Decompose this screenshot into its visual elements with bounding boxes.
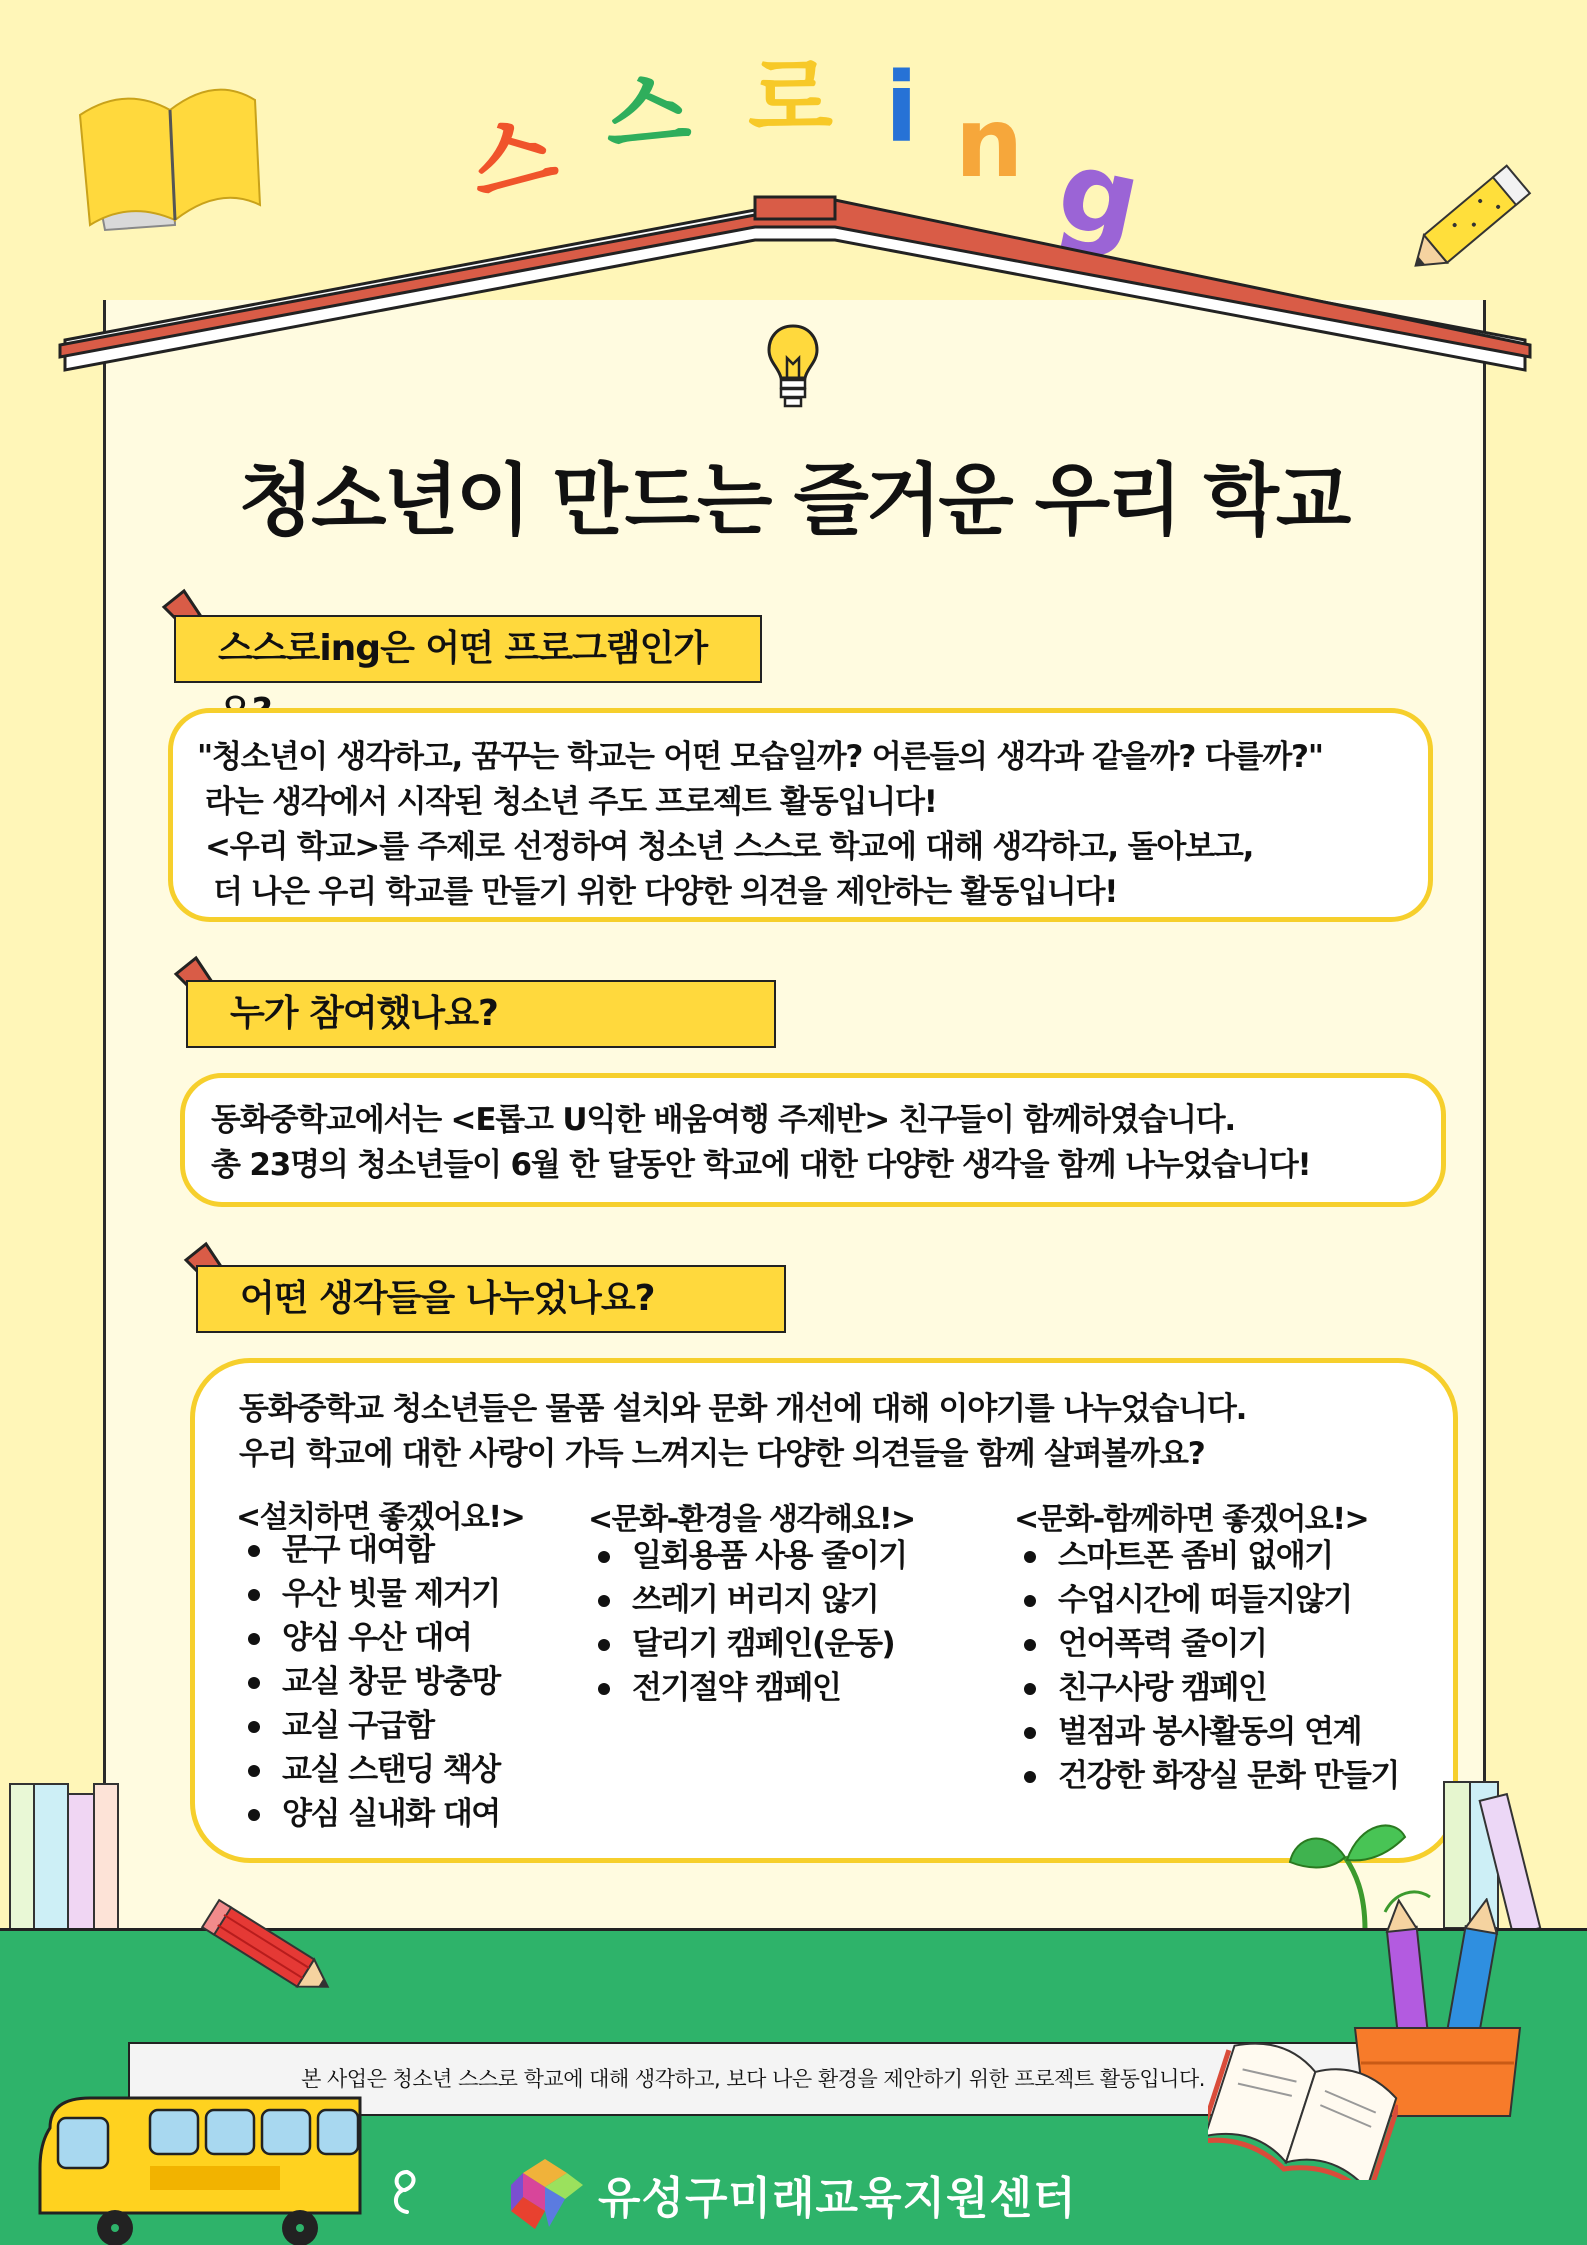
open-book-icon bbox=[1208, 2040, 1398, 2180]
together-list bbox=[1018, 1534, 1399, 1798]
install-list bbox=[242, 1528, 500, 1836]
logo-letter: n bbox=[955, 87, 1024, 199]
list-item: 전기절약 캠페인 bbox=[592, 1666, 907, 1710]
section-header: 어떤 생각들을 나누었나요? bbox=[196, 1265, 786, 1333]
description-line: "청소년이 생각하고, 꿈꾸는 학교는 어떤 모습일까? 어른들의 생각과 같을까? 다를까?" bbox=[197, 739, 1323, 775]
logo-letter: g bbox=[1047, 124, 1152, 266]
books-icon bbox=[8, 1780, 120, 1932]
school-bus-icon bbox=[30, 2088, 370, 2245]
column-title-install: <설치하면 좋겠어요!> bbox=[236, 1492, 524, 1536]
description-line: <우리 학교>를 주제로 선정하여 청소년 스스로 학교에 대해 생각하고, 돌아보고, bbox=[205, 829, 1254, 865]
participants-box bbox=[180, 1073, 1446, 1207]
logo-letter: 스 bbox=[458, 98, 567, 219]
list-item: 교실 창문 방충망 bbox=[242, 1660, 500, 1704]
participants-line: 동화중학교에서는 <E롭고 U익한 배움여행 주제반> 친구들이 함께하였습니다. bbox=[211, 1102, 1236, 1138]
footer-note: 본 사업은 청소년 스스로 학교에 대해 생각하고, 보다 나은 환경을 제안하기 위한 프로젝트 활동입니다. bbox=[128, 2042, 1378, 2116]
list-item: 문구 대여함 bbox=[242, 1528, 500, 1572]
list-item: 교실 스탠딩 책상 bbox=[242, 1748, 500, 1792]
description-line: 더 나은 우리 학교를 만들기 위한 다양한 의견을 제안하는 활동입니다! bbox=[213, 874, 1118, 910]
list-item: 수업시간에 떠들지않기 bbox=[1018, 1578, 1399, 1622]
list-item: 언어폭력 줄이기 bbox=[1018, 1622, 1399, 1666]
section-header: 누가 참여했나요? bbox=[186, 980, 776, 1048]
environment-list bbox=[592, 1534, 907, 1710]
logo-letter: 로 bbox=[748, 47, 834, 150]
list-item: 양심 우산 대여 bbox=[242, 1616, 500, 1660]
section-header: 스스로ing은 어떤 프로그램인가 bbox=[174, 615, 762, 683]
list-item: 달리기 캠페인(운동) bbox=[592, 1622, 907, 1666]
sprout-symbol-icon bbox=[385, 2168, 425, 2220]
participants-line: 총 23명의 청소년들이 6월 한 달동안 학교에 대한 다양한 생각을 함께 나누었습니다! bbox=[211, 1147, 1311, 1183]
organization-name: 유성구미래교육지원센터 bbox=[598, 2173, 1077, 2224]
list-item: 일회용품 사용 줄이기 bbox=[592, 1534, 907, 1578]
list-item: 교실 구급함 bbox=[242, 1704, 500, 1748]
pencil-icon bbox=[192, 1895, 342, 2005]
column-title-environment: <문화-환경을 생각해요!> bbox=[588, 1494, 915, 1538]
lightbulb-icon bbox=[765, 322, 821, 417]
list-item: 우산 빗물 제거기 bbox=[242, 1572, 500, 1616]
logo-letter: i bbox=[885, 52, 918, 164]
list-item: 양심 실내화 대여 bbox=[242, 1792, 500, 1836]
list-item: 건강한 화장실 문화 만들기 bbox=[1018, 1754, 1399, 1798]
description-line: 라는 생각에서 시작된 청소년 주도 프로젝트 활동입니다! bbox=[205, 784, 937, 820]
ideas-intro-line: 동화중학교 청소년들은 물품 설치와 문화 개선에 대해 이야기를 나누었습니다. bbox=[239, 1391, 1247, 1427]
logo-letter: 스 bbox=[600, 58, 695, 169]
program-description-box bbox=[168, 708, 1433, 922]
ideas-intro-line: 우리 학교에 대한 사랑이 가득 느껴지는 다양한 의견들을 함께 살펴볼까요? bbox=[239, 1436, 1205, 1472]
list-item: 벌점과 봉사활동의 연계 bbox=[1018, 1710, 1399, 1754]
list-item: 쓰레기 버리지 않기 bbox=[592, 1578, 907, 1622]
page-title: 청소년이 만드는 즐거운 우리 학교 bbox=[238, 456, 1349, 546]
column-title-together: <문화-함께하면 좋겠어요!> bbox=[1014, 1494, 1368, 1538]
list-item: 친구사랑 캠페인 bbox=[1018, 1666, 1399, 1710]
list-item: 스마트폰 좀비 없애기 bbox=[1018, 1534, 1399, 1578]
org-logo-icon bbox=[505, 2155, 587, 2231]
